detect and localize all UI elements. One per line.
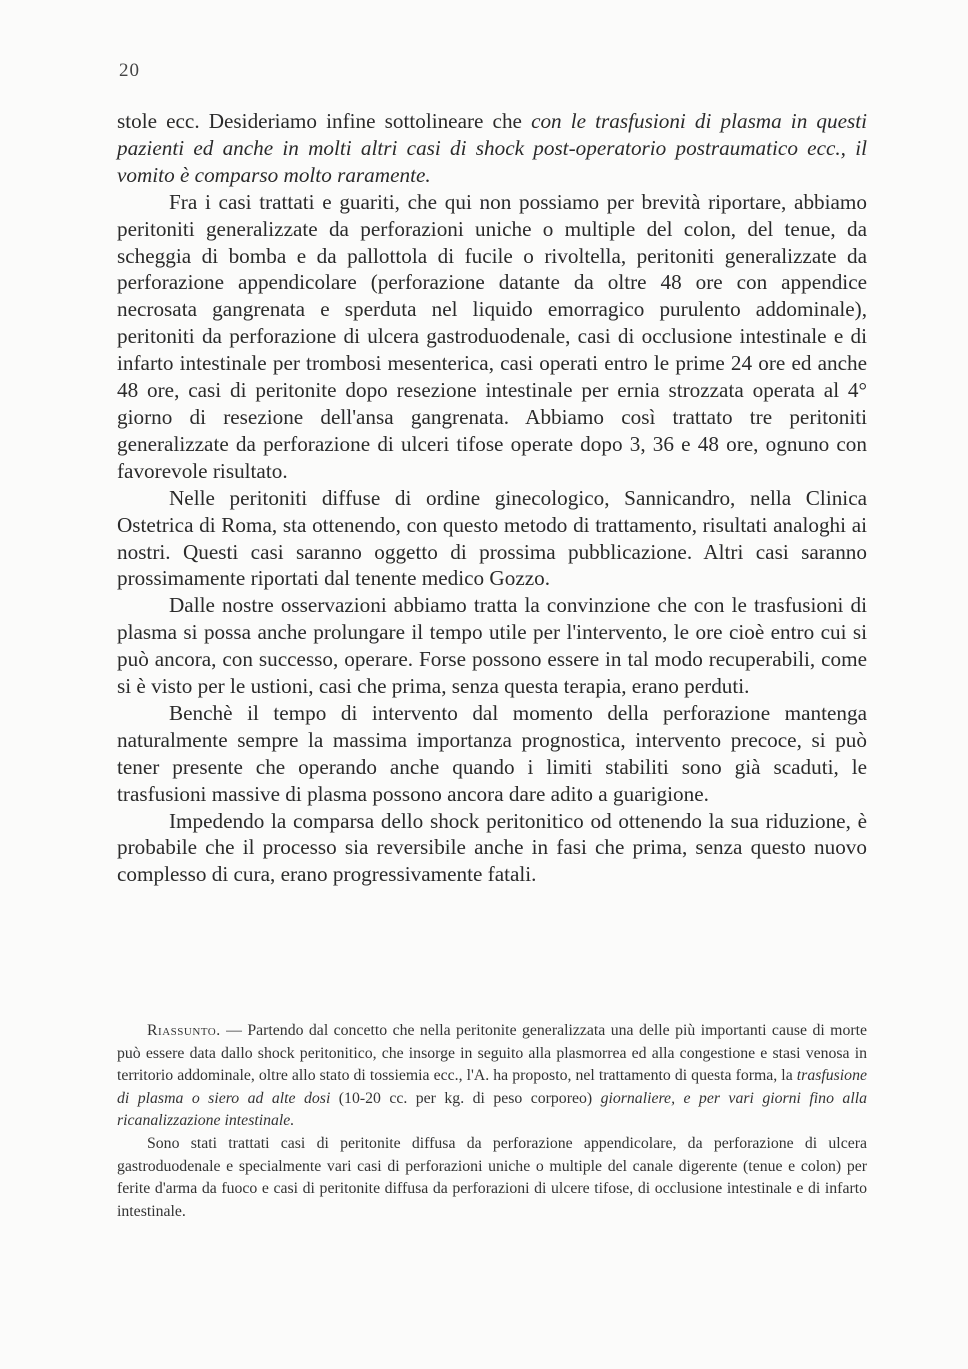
summary-text-1: — Partendo dal concetto che nella peritonite generalizzata una delle più importanti cause di morte può essere data dallo shock peritonitico, che insorge in seguito alla plasmorrea ed alla congestione e stasi venosa in territorio addominale, oltre allo stato di tossiemia ecc., l'A. ha proposto, nel trattamento di questa forma, la bbox=[117, 1022, 867, 1085]
paragraph-observations: Dalle nostre osservazioni abbiamo tratta la convinzione che con le trasfusioni di plasma si possa anche prolungare il tempo utile per l'intervento, le ore cioè entro cui si può ancora, con successo, operare. Forse possono essere in tal modo recuperabili, come si è visto per le ustioni, casi che prima, senza questa terapia, erano perduti. bbox=[117, 593, 867, 699]
paragraph-treated-cases: Fra i casi trattati e guariti, che qui non possiamo per brevità riportare, abbiamo peritoniti generalizzate da perforazioni uniche o multiple del colon, del tenue, da scheggia di bomba e da pallottola di fucile o rivoltella, peritoniti generalizzate da perforazione appendicolare (perforazione datante da oltre 48 ore con appendice necrosata gangrenata e sperduta nel liquido emorragico purulento addominale), peritoniti da perforazione di ulcera gastroduodenale, casi di occlusione intestinale e di infarto intestinale per trombosi mesenterica, casi operati entro le prime 24 ore ed anche 48 ore, casi di peritonite dopo resezione intestinale per ernia strozzata operata al 4° giorno di resezione dell'ansa gangrenata. Abbiamo così trattato tre peritoniti generalizzate da perforazione di ulceri tifose operate dopo 3, 36 e 48 ore, ognuno con favorevole risultato. bbox=[117, 189, 867, 483]
summary-label: Riassunto. bbox=[147, 1022, 221, 1039]
paragraph-conclusion: Impedendo la comparsa dello shock peritonitico od ottenendo la sua riduzione, è probabile che il processo sia reversibile anche in fasi che prima, senza questo nuovo complesso di cura, erano progressivamente fatali. bbox=[117, 808, 867, 887]
intro-paragraph bbox=[117, 108, 867, 189]
summary-italic-1: trasfusione di plasma o siero ad alte dosi bbox=[117, 1067, 867, 1107]
page-number: 20 bbox=[119, 60, 140, 81]
intro-italic-text: con le trasfusioni di plasma in questi pazienti ed anche in molti altri casi di shock post-operatorio postraumatico ecc., il vomito è comparso molto raramente. bbox=[117, 109, 867, 187]
summary-paragraph-2: Sono stati trattati casi di peritonite diffusa da perforazione appendicolare, da perforazione di ulcera gastroduodenale e specialmente vari casi di perforazioni uniche o multiple del canale digerente (tenue e colon) per ferite d'arma da fuoco e casi di peritonite diffusa da perforazioni di ulcere tifose, di occlusione intestinale e di infarto intestinale. bbox=[117, 1134, 867, 1220]
summary-italic-2: giornaliere, e per vari giorni fino alla ricanalizzazione intestinale. bbox=[117, 1089, 867, 1130]
paragraph-intervention-time: Benchè il tempo di intervento dal momento della perforazione mantenga naturalmente sempre la massima importanza prognostica, intervento precoce, si può tener presente che operando anche quando i limiti stabiliti sono già scaduti, le trasfusioni massive di plasma possono ancora dare adito a guarigione. bbox=[117, 700, 867, 806]
summary-section bbox=[117, 1020, 867, 1223]
intro-text: stole ecc. Desideriamo infine sottolineare che bbox=[117, 109, 532, 133]
summary-paragraph bbox=[117, 1020, 867, 1133]
paragraph-gynecologic: Nelle peritoniti diffuse di ordine ginecologico, Sannicandro, nella Clinica Ostetrica di Roma, sta ottenendo, con questo metodo di trattamento, risultati analoghi ai nostri. Questi casi saranno oggetto di prossima pubblicazione. Altri casi saranno prossimamente riportati dal tenente medico Gozzo. bbox=[117, 485, 867, 591]
summary-text-2: (10-20 cc. per kg. di peso corporeo) bbox=[330, 1089, 601, 1107]
main-text bbox=[117, 108, 867, 888]
